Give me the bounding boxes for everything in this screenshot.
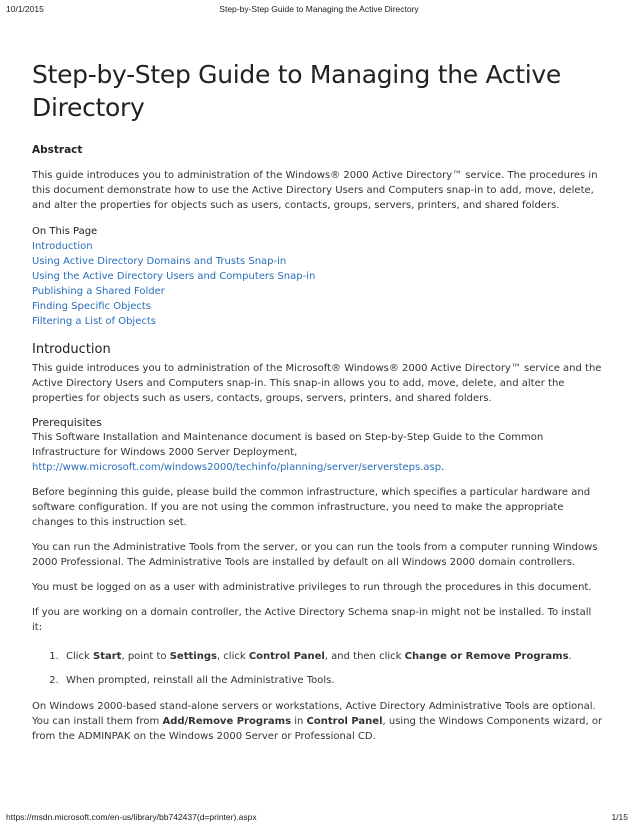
introduction-heading: Introduction	[32, 342, 111, 357]
install-steps-list	[32, 649, 604, 688]
step-bold: Start	[93, 651, 122, 662]
toc-link-users-computers[interactable]: Using the Active Directory Users and Computers Snap-in	[32, 271, 316, 282]
print-header	[0, 4, 638, 18]
prerequisites-body: This Software Installation and Maintenance document is based on Step-by-Step Guide to the Common Infrastructure for Windows 2000 Server Deployment,	[32, 432, 544, 458]
schema-snapin-paragraph: If you are working on a domain controller, the Active Directory Schema snap-in might not be installed. To install it:	[32, 607, 592, 633]
table-of-contents	[32, 239, 604, 329]
step-text: , point to	[121, 651, 170, 662]
para-text: , using the Windows Components wizard, or from the ADMINPAK on the Windows 2000 Server or Professional CD.	[32, 716, 603, 742]
step-bold: Change or Remove Programs	[404, 651, 569, 662]
print-url: https://msdn.microsoft.com/en-us/library/bb742437(d=printer).aspx	[6, 812, 257, 822]
step-text: , and then click	[324, 651, 405, 662]
abstract-text: This guide introduces you to administration of the Windows® 2000 Active Directory™ service. The procedures in this document demonstrate how to use the Active Directory Users and Computers snap-in to add, move, delete, and alter the properties for objects such as users, contacts, groups, servers, printers, and shared folders.	[32, 170, 598, 211]
before-beginning-paragraph: Before beginning this guide, please build the common infrastructure, which specifies a particular hardware and software configuration. If you are not using the common infrastructure, you need to make the appropriate changes to this instruction set.	[32, 487, 591, 528]
step-text: , click	[216, 651, 249, 662]
para-bold: Control Panel	[306, 716, 383, 727]
step-bold: Settings	[169, 651, 217, 662]
step-text: Click	[66, 651, 94, 662]
para-text: in	[291, 716, 307, 727]
prerequisites-text	[32, 430, 604, 475]
toc-link-domains-trusts[interactable]: Using Active Directory Domains and Trusts Snap-in	[32, 256, 287, 267]
abstract-heading: Abstract	[32, 144, 83, 156]
toc-link-filtering[interactable]: Filtering a List of Objects	[32, 316, 156, 327]
optional-tools-paragraph	[32, 699, 604, 744]
toc-link-shared-folder[interactable]: Publishing a Shared Folder	[32, 286, 165, 297]
list-item	[62, 649, 604, 664]
step-bold: Control Panel	[248, 651, 325, 662]
on-this-page-label: On This Page	[32, 226, 98, 237]
para-bold: Add/Remove Programs	[162, 716, 292, 727]
prerequisites-period: .	[441, 462, 445, 473]
print-title: Step-by-Step Guide to Managing the Active Directory	[219, 4, 419, 14]
document-body	[32, 58, 604, 744]
prerequisites-heading: Prerequisites	[32, 416, 102, 429]
serversteps-link[interactable]: http://www.microsoft.com/windows2000/techinfo/planning/server/serversteps.asp	[32, 462, 442, 473]
toc-link-introduction[interactable]: Introduction	[32, 241, 93, 252]
print-date: 10/1/2015	[6, 4, 44, 14]
list-item: 2. When prompted, reinstall all the Administrative Tools.	[62, 673, 604, 688]
para-text: On Windows 2000-based stand-alone servers or workstations, Active Directory Administrative Tools are optional. You can install them from	[32, 701, 596, 727]
admin-tools-paragraph: You can run the Administrative Tools from the server, or you can run the tools from a computer running Windows 2000 Professional. The Administrative Tools are installed by default on all Windows 2000 domain controllers.	[32, 542, 598, 568]
step-text: .	[568, 651, 572, 662]
introduction-text: This guide introduces you to administration of the Microsoft® Windows® 2000 Active Directory™ service and the Active Directory Users and Computers snap-in. This snap-in allows you to add, move, delete, and alter the properties for objects such as users, contacts, groups, servers, printers, and shared folders.	[32, 363, 602, 404]
page-title: Step-by-Step Guide to Managing the Active Directory	[32, 60, 561, 122]
toc-link-finding-objects[interactable]: Finding Specific Objects	[32, 301, 152, 312]
logged-on-paragraph: You must be logged on as a user with administrative privileges to run through the procedures in this document.	[32, 582, 592, 593]
page-number: 1/15	[611, 812, 628, 822]
